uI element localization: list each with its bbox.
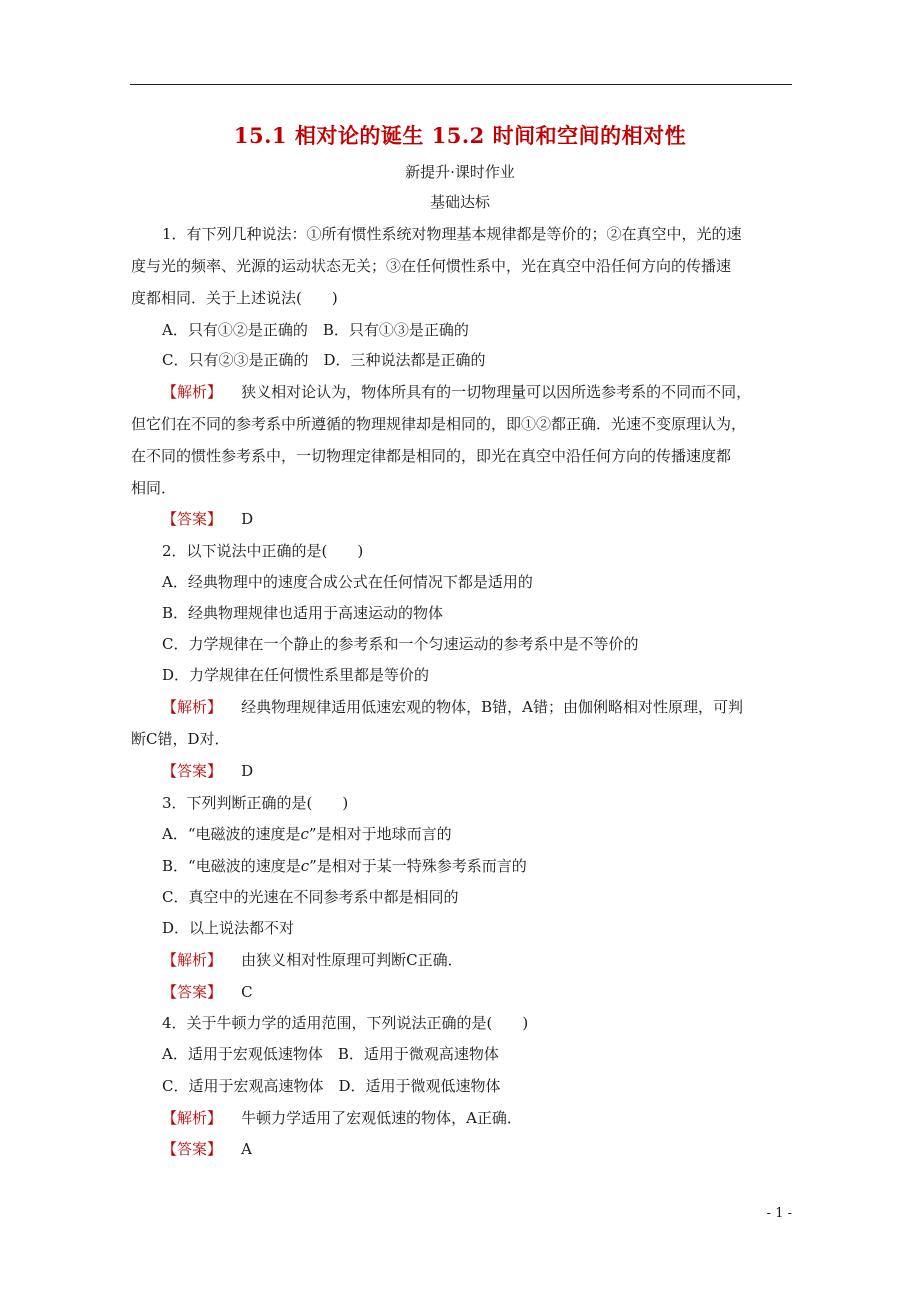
q3-option-a-pre: A．“电磁波的速度是 [162, 825, 301, 843]
q3-option-d: D．以上说法都不对 [162, 919, 295, 937]
q3-option-a [162, 824, 452, 844]
analysis-tag: 【解析】 [162, 383, 223, 401]
q1-analysis-line2: 但它们在不同的参考系中所遵循的物理规律却是相同的，即①②都正确．光速不变原理认为， [131, 415, 747, 433]
answer-value: D [241, 762, 254, 780]
q1-analysis-line3: 在不同的惯性参考系中，一切物理定律都是相同的，即光在真空中沿任何方向的传播速度都 [131, 447, 732, 465]
q4-options-cd: C．适用于宏观高速物体 D．适用于微观低速物体 [162, 1077, 501, 1095]
answer-value: D [241, 510, 254, 528]
q1-options-cd: C．只有②③是正确的 D．三种说法都是正确的 [162, 351, 486, 369]
q1-analysis-line1 [162, 382, 751, 402]
var-c: c [300, 825, 309, 843]
analysis-tag: 【解析】 [162, 951, 223, 969]
page-number: - 1 - [766, 1206, 792, 1221]
q1-options-ab: A．只有①②是正确的 B．只有①③是正确的 [162, 321, 469, 339]
q2-option-b: B．经典物理规律也适用于高速运动的物体 [162, 604, 444, 622]
answer-tag: 【答案】 [162, 1140, 223, 1158]
q4-analysis [162, 1108, 522, 1128]
analysis-text: 牛顿力学适用了宏观低速的物体，A正确． [241, 1109, 522, 1127]
q1-stem-line2: 度与光的频率、光源的运动状态无关；③在任何惯性系中，光在真空中沿任何方向的传播速 [131, 257, 732, 275]
q3-answer [162, 982, 253, 1002]
answer-tag: 【答案】 [162, 983, 223, 1001]
analysis-text: 由狭义相对性原理可判断C正确． [241, 951, 463, 969]
q3-option-b-post: ”是相对于某一特殊参考系而言的 [309, 857, 527, 875]
analysis-tag: 【解析】 [162, 698, 223, 716]
answer-value: C [241, 983, 253, 1001]
header-rule [130, 84, 792, 85]
q3-option-a-post: ”是相对于地球而言的 [308, 825, 452, 843]
var-c: c [300, 857, 310, 875]
q1-stem-line1: 1．有下列几种说法：①所有惯性系统对物理基本规律都是等价的；②在真空中，光的速 [162, 225, 742, 243]
analysis-text: 经典物理规律适用低速宏观的物体，B错，A错；由伽俐略相对性原理，可判 [241, 698, 743, 716]
answer-tag: 【答案】 [162, 762, 223, 780]
q4-options-ab: A．适用于宏观低速物体 B．适用于微观高速物体 [162, 1045, 499, 1063]
q4-answer [162, 1139, 252, 1159]
q2-option-a: A．经典物理中的速度合成公式在任何情况下都是适用的 [162, 573, 533, 591]
q3-stem: 3．下列判断正确的是( ) [162, 794, 349, 812]
q2-stem: 2．以下说法中正确的是( ) [162, 542, 364, 560]
q2-option-c: C．力学规律在一个静止的参考系和一个匀速运动的参考系中是不等价的 [162, 635, 639, 653]
q1-answer [162, 509, 253, 529]
q2-option-d: D．力学规律在任何惯性系里都是等价的 [162, 666, 430, 684]
q3-option-b-pre: B．“电磁波的速度是 [162, 857, 301, 875]
q1-analysis-line4: 相同． [131, 479, 177, 497]
page-title: 15.1 相对论的诞生 15.2 时间和空间的相对性 [233, 123, 687, 148]
q3-option-c: C．真空中的光速在不同参考系中都是相同的 [162, 888, 459, 906]
q4-stem: 4．关于牛顿力学的适用范围，下列说法正确的是( ) [162, 1014, 529, 1032]
q3-option-b [162, 856, 527, 876]
subtitle: 新提升·课时作业 [405, 163, 515, 181]
q3-analysis [162, 950, 463, 970]
q2-analysis-line2: 断C错，D对． [131, 730, 230, 748]
analysis-tag: 【解析】 [162, 1109, 223, 1127]
q1-stem-line3: 度都相同．关于上述说法( ) [131, 289, 338, 307]
analysis-text: 狭义相对论认为，物体所具有的一切物理量可以因所选参考系的不同而不同， [241, 383, 752, 401]
q2-analysis-line1 [162, 697, 743, 717]
answer-value: A [241, 1140, 252, 1158]
answer-tag: 【答案】 [162, 510, 223, 528]
section-heading: 基础达标 [429, 193, 490, 211]
q2-answer [162, 761, 253, 781]
